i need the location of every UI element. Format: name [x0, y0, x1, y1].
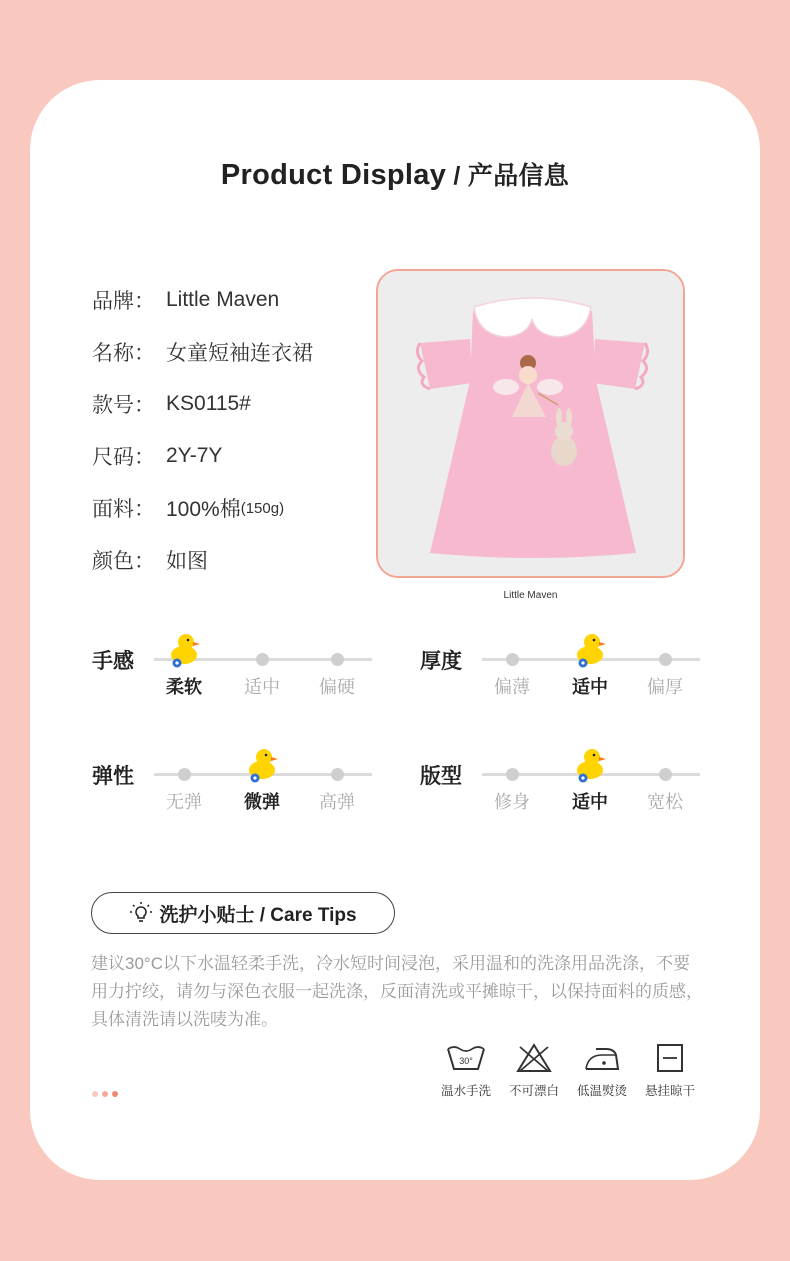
- rating-scale: [420, 760, 720, 830]
- spec-list: [92, 274, 313, 586]
- dot: [102, 1091, 108, 1097]
- hand-wash-icon: [446, 1043, 486, 1073]
- decorative-dots: [92, 1091, 118, 1097]
- rating-scale: [420, 645, 720, 715]
- dot: [92, 1091, 98, 1097]
- rating-option: 修身: [494, 792, 530, 812]
- care-symbol-hand-wash: 30° 温水手洗: [432, 1043, 500, 1099]
- hang-dry-icon: [650, 1043, 690, 1073]
- care-instructions: 建议30°C以下水温轻柔手洗，冷水短时间浸泡，采用温和的洗涤用品洗涤，不要用力拧绞，请勿与深色衣服一起洗涤，反面清洗或平摊晾干，以保持面料的质感，具体清洗请以洗唛为准。: [91, 954, 703, 1029]
- rating-option: 高弹: [319, 792, 355, 812]
- rating-dot: [659, 653, 672, 666]
- rating-option: 宽松: [647, 792, 683, 812]
- duck-marker-icon: [245, 746, 279, 784]
- rating-option: 微弹: [244, 792, 280, 812]
- care-symbol-no-bleach: 不可漂白: [500, 1043, 568, 1099]
- photo-caption: Little Maven: [503, 590, 558, 601]
- spec-row-style-no: 款号： KS0115#: [92, 392, 251, 417]
- no-bleach-icon: [514, 1043, 554, 1073]
- rating-option: 偏硬: [319, 677, 355, 697]
- rating-option: 适中: [244, 677, 280, 697]
- lightbulb-icon: [129, 901, 153, 925]
- spec-row-fabric: 面料： 100%棉 (150g): [92, 498, 285, 521]
- rating-option: 无弹: [166, 792, 202, 812]
- low-iron-icon: [582, 1043, 622, 1073]
- care-symbol-low-iron: 低温熨烫: [568, 1043, 636, 1099]
- care-symbol-hang-dry: 悬挂晾干: [636, 1043, 704, 1099]
- duck-marker-icon: [573, 746, 607, 784]
- rating-dot: [659, 768, 672, 781]
- page-title: Product Display / 产品信息: [220, 159, 570, 191]
- rating-label: 弹性: [92, 765, 134, 788]
- duck-marker-icon: [167, 631, 201, 669]
- rating-option: 柔软: [166, 677, 202, 697]
- care-tips-heading: 洗护小贴士 / Care Tips: [91, 892, 395, 934]
- rating-label: 厚度: [420, 650, 462, 673]
- rating-option: 适中: [572, 792, 608, 812]
- rating-dot: [331, 768, 344, 781]
- svg-text:30°: 30°: [459, 1056, 473, 1066]
- rating-option: 偏薄: [494, 677, 530, 697]
- spec-row-name: 名称： 女童短袖连衣裙: [92, 342, 313, 365]
- rating-dot: [256, 653, 269, 666]
- rating-dot: [331, 653, 344, 666]
- rating-dot: [506, 653, 519, 666]
- rating-option: 适中: [572, 677, 608, 697]
- dress-illustration: [378, 271, 685, 578]
- rating-label: 手感: [92, 650, 134, 673]
- care-symbols: [432, 1043, 704, 1107]
- rating-scale: [92, 760, 392, 830]
- spec-row-color: 颜色： 如图: [92, 550, 208, 573]
- duck-marker-icon: [573, 631, 607, 669]
- rating-label: 版型: [420, 765, 462, 788]
- rating-scale: [92, 645, 392, 715]
- dot: [112, 1091, 118, 1097]
- rating-dot: [178, 768, 191, 781]
- rating-dot: [506, 768, 519, 781]
- spec-row-brand: 品牌： Little Maven: [92, 288, 280, 313]
- rating-option: 偏厚: [647, 677, 683, 697]
- product-photo: [376, 269, 685, 578]
- spec-row-size: 尺码： 2Y-7Y: [92, 444, 223, 469]
